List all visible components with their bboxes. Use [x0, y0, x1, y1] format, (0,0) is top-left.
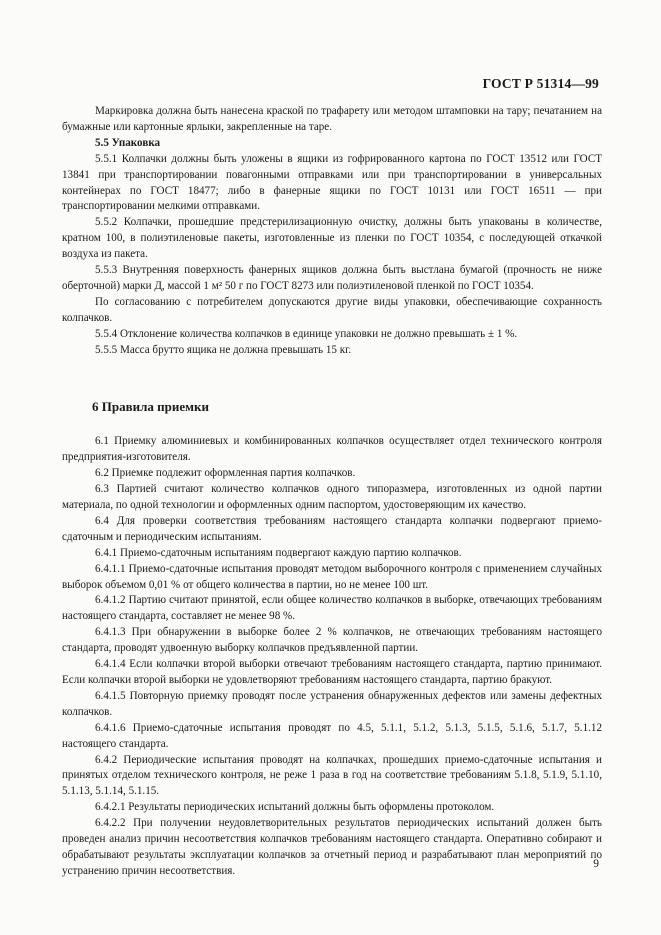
page-content: [62, 104, 602, 880]
paragraph-6-4-1-1: 6.4.1.1 Приемо-сдаточные испытания проводят методом выборочного контроля с применением случайных выборок объемом 0,01 % от общего количества в партии, но не менее 100 шт.: [62, 562, 602, 591]
section-title: 6 Правила приемки: [92, 398, 209, 414]
paragraph-6-4-1-6: 6.4.1.6 Приемо-сдаточные испытания проводят по 4.5, 5.1.1, 5.1.2, 5.1.3, 5.1.5, 5.1.6, 5.1.7, 5.1.12 настоящего стандарта.: [62, 721, 602, 750]
paragraph-5-5-3: 5.5.3 Внутренняя поверхность фанерных ящиков должна быть выстлана бумагой (прочность не ниже оберточной) марки Д, массой 1 м² 50 г по ГОСТ 8273 или полиэтиленовой пленкой по ГОСТ 10354.: [62, 264, 602, 292]
paragraph-agreement: По согласованию с потребителем допускаются другие виды упаковки, обеспечивающие сохранность колпачков.: [62, 295, 602, 324]
paragraph-6-4-2: 6.4.2 Периодические испытания проводят на колпачках, прошедших приемо-сдаточные испытания и принятых отделом технического контроля, не реже 1 раза в год на соответствие требованиям 5.1.8, 5.1.9, 5.1.10, 5.1.13, 5.1.14, 5.1.15.: [62, 753, 602, 798]
paragraph-6-1: 6.1 Приемку алюминиевых и комбинированных колпачков осуществляет отдел технического контроля предприятия-изготовителя.: [62, 435, 602, 464]
paragraph-6-4-1: 6.4.1 Приемо-сдаточным испытаниям подвергают каждую партию колпачков.: [95, 546, 462, 559]
paragraph-6-2: 6.2 Приемке подлежит оформленная партия колпачков.: [95, 467, 356, 480]
paragraph-6-4-2-1: 6.4.2.1 Результаты периодических испытаний должны быть оформлены протоколом.: [95, 801, 495, 814]
paragraph-5-5-1: 5.5.1 Колпачки должны быть уложены в ящики из гофрированного картона по ГОСТ 13512 или ГОСТ 13841 при транспортировании повагонными отправками или при транспортировании в универсальных контейнерах по ГОСТ 18477; либо в фанерные ящики по ГОСТ 10131 или ГОСТ 16511 — при транспортировании мелкими отправками.: [62, 152, 602, 213]
paragraph-6-4-1-2: 6.4.1.2 Партию считают принятой, если общее количество колпачков в выборке, отвечающих требованиям настоящего стандарта, составляет не менее 98 %.: [62, 594, 602, 623]
paragraph-6-4-1-3: 6.4.1.3 При обнаружении в выборке более 2 % колпачков, не отвечающих требованиям настоящего стандарта, проводят удвоенную выборку колпачков предъявленной партии.: [62, 626, 602, 655]
page-number: 9: [593, 858, 599, 870]
paragraph-5-5-5: 5.5.5 Масса брутто ящика не должна превышать 15 кг.: [95, 343, 352, 356]
paragraph-6-4-1-4: 6.4.1.4 Если колпачки второй выборки отвечают требованиям настоящего стандарта, партию принимают. Если колпачки второй выборки не удовлетворяют требованиям настоящего стандарта, партию бракуют.: [62, 658, 602, 686]
paragraph-6-4: 6.4 Для проверки соответствия требованиям настоящего стандарта колпачки подвергают приемо-сдаточным и периодическим испытаниям.: [62, 514, 602, 543]
paragraph-6-3: 6.3 Партией считают количество колпачков одного типоразмера, изготовленных из одной партии материала, по одной технологии и оформленных одним паспортом, удостоверяющим их качество.: [62, 483, 602, 512]
subsection-heading-packaging: 5.5 Упаковка: [95, 136, 161, 149]
paragraph-marking: Маркировка должна быть нанесена краской по трафарету или методом штамповки на тару; печатанием на бумажные или картонные ярлыки, закрепленные на таре.: [62, 105, 602, 133]
paragraph-5-5-4: 5.5.4 Отклонение количества колпачков в единице упаковки не должно превышать ± 1 %.: [95, 327, 518, 340]
paragraph-6-4-1-5: 6.4.1.5 Повторную приемку проводят после устранения обнаруженных дефектов или замены дефектных колпачков.: [62, 689, 602, 718]
paragraph-6-4-2-2: 6.4.2.2 При получении неудовлетворительных результатов периодических испытаний должен быть проведен анализ причин несоответствия колпачков требованиям настоящего стандарта. Оперативно собирают и обрабатывают результаты эксплуатации колпачков за отчетный период и разрабатывают план мероприятий по устранению причин несоответствия.: [62, 817, 602, 877]
paragraph-5-5-2: 5.5.2 Колпачки, прошедшие предстерилизационную очистку, должны быть упакованы в количестве, кратном 100, в полиэтиленовые пакеты, изготовленные из пленки по ГОСТ 10354, с последующей откачкой воздуха из пакета.: [62, 216, 602, 261]
standard-code-header: ГОСТ Р 51314—99: [482, 76, 599, 91]
